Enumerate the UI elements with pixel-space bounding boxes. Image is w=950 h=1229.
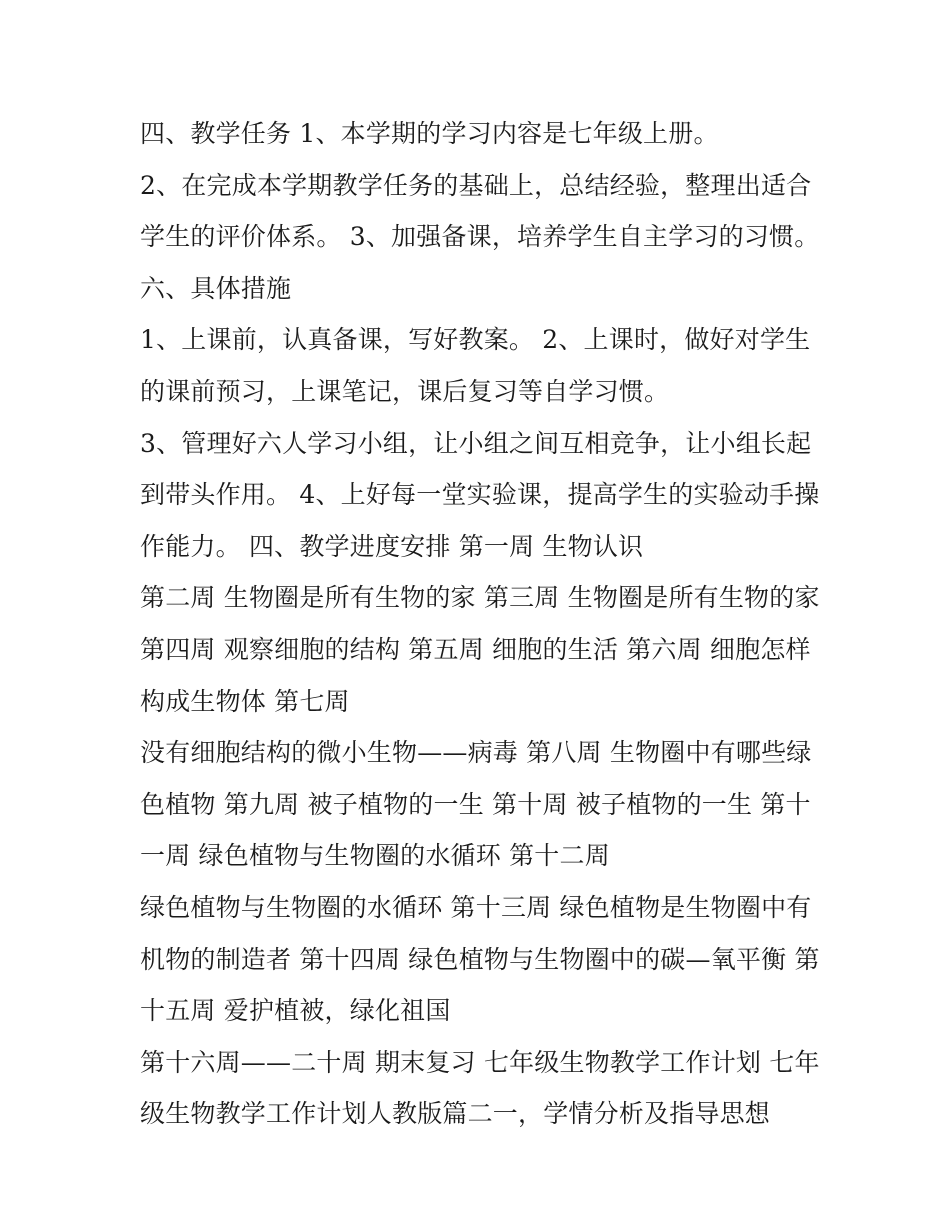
- text-line: 一周 绿色植物与生物圈的水循环 第十二周: [140, 841, 610, 871]
- text-line: 到带头作用。 4、上好每一堂实验课，提高学生的实验动手操: [140, 480, 820, 510]
- text-line: 绿色植物与生物圈的水循环 第十三周 绿色植物是生物圈中有: [140, 892, 812, 922]
- text-line: 第四周 观察细胞的结构 第五周 细胞的生活 第六周 细胞怎样: [140, 634, 811, 664]
- text-line: 3、管理好六人学习小组，让小组之间互相竞争，让小组长起: [140, 428, 812, 458]
- text-line: 作能力。 四、教学进度安排 第一周 生物认识: [140, 531, 644, 561]
- section-heading: 六、具体措施: [140, 273, 292, 303]
- text-line: 第十六周——二十周 期末复习 七年级生物教学工作计划 七年: [140, 1047, 820, 1077]
- text-line: 十五周 爱护植被，绿化祖国: [140, 996, 451, 1026]
- text-line: 色植物 第九周 被子植物的一生 第十周 被子植物的一生 第十: [140, 789, 811, 819]
- text-line: 的课前预习，上课笔记，课后复习等自学习惯。: [140, 376, 670, 406]
- document-body: [140, 108, 820, 1140]
- text-line: 没有细胞结构的微小生物——病毒 第八周 生物圈中有哪些绿: [140, 738, 812, 768]
- text-line: 级生物教学工作计划人教版篇二一，学情分析及指导思想: [140, 1099, 771, 1129]
- text-line: 构成生物体 第七周: [140, 686, 350, 716]
- text-line: 机物的制造者 第十四周 绿色植物与生物圈中的碳—氧平衡 第: [140, 944, 820, 974]
- text-line: 第二周 生物圈是所有生物的家 第三周 生物圈是所有生物的家: [140, 583, 820, 613]
- text-line: 学生的评价体系。 3、加强备课，培养学生自主学习的习惯。: [140, 222, 820, 252]
- text-line: 1、上课前，认真备课，写好教案。 2、上课时，做好对学生: [140, 325, 811, 355]
- text-line: 四、教学任务 1、本学期的学习内容是七年级上册。: [140, 119, 719, 148]
- text-line: 2、在完成本学期教学任务的基础上，总结经验，整理出适合: [140, 170, 812, 200]
